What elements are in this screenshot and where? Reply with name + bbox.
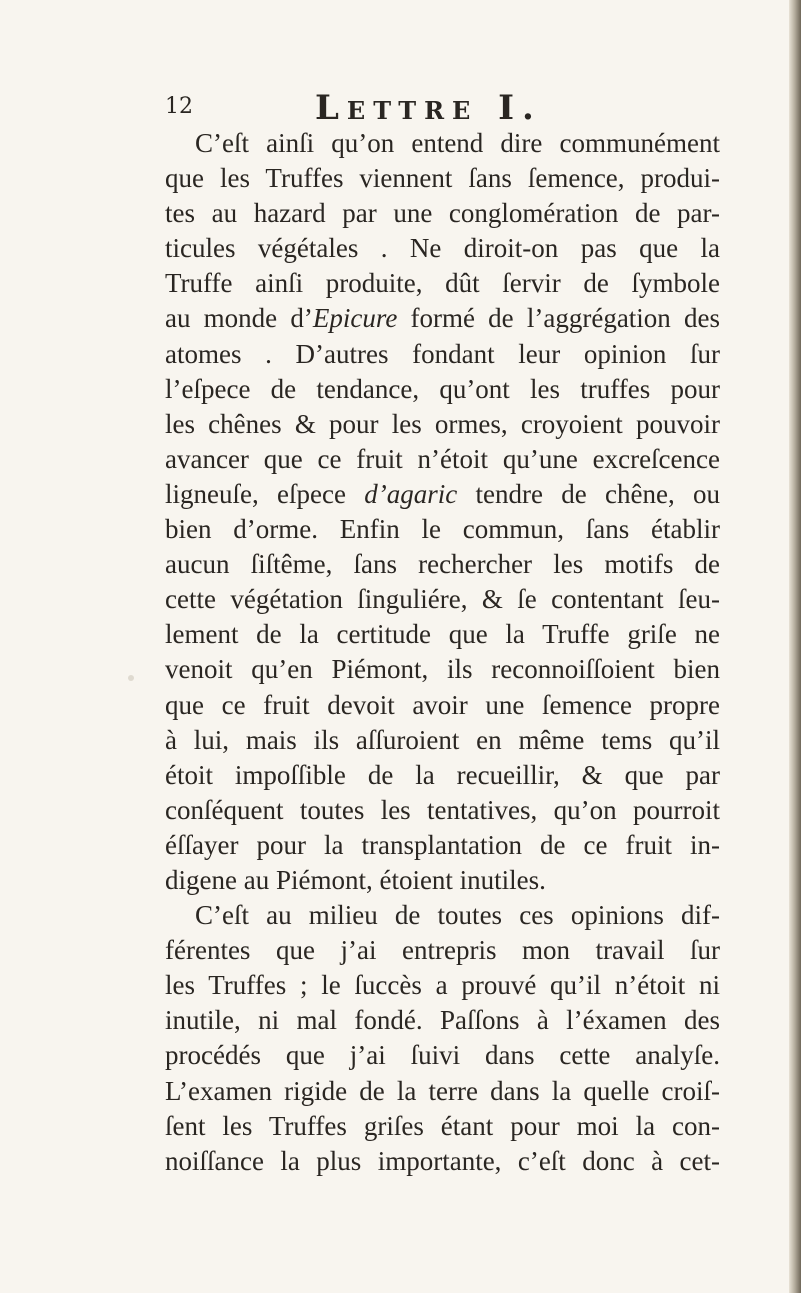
text-line: L’examen rigide de la terre dans la quelle croiſ- (165, 1075, 720, 1106)
page-number: 12 (165, 94, 193, 119)
text-line: C’eſt ainſi qu’on entend dire communément (195, 128, 720, 158)
running-title: Lettre I. (315, 88, 542, 128)
text-line: que ce fruit devoit avoir une ſemence propre (165, 689, 720, 720)
text-fragment: formé de l’aggrégation des (397, 303, 720, 334)
text-line: ſent les Truffes griſes étant pour moi la con- (165, 1110, 720, 1141)
text-line: l’eſpece de tendance, qu’ont les truffes pour (165, 373, 720, 404)
text-line: les chênes & pour les ormes, croyoient pouvoir (165, 408, 720, 439)
italic-word: d’agaric (364, 478, 458, 509)
text-line (165, 477, 720, 512)
text-line: venoit qu’en Piémont, ils reconnoiſſoient bien (165, 654, 720, 685)
text-line: avancer que ce fruit n’étoit qu’une excreſcence (165, 443, 720, 474)
text-fragment: tendre de chêne, ou (457, 478, 720, 509)
text-line: noiſſance la plus importante, c’eſt donc à cet- (165, 1145, 720, 1176)
text-line: Truffe ainſi produite, dût ſervir de ſymbole (165, 268, 720, 299)
text-line: tes au hazard par une conglomération de par- (165, 198, 720, 229)
text-line: conſéquent toutes les tentatives, qu’on pourroit (165, 794, 720, 825)
text-line: inutile, ni mal fondé. Paſſons à l’éxamen des (165, 1005, 720, 1036)
page-edge-shadow (789, 0, 801, 1293)
text-line: que les Truffes viennent ſans ſemence, produi- (165, 163, 720, 194)
text-line: bien d’orme. Enfin le commun, ſans établir (165, 514, 720, 545)
text-fragment: ligneuſe, eſpece (165, 478, 365, 509)
text-line: étoit impoſſible de la recueillir, & que par (165, 759, 720, 790)
text-line: férentes que j’ai entrepris mon travail ſur (165, 935, 720, 966)
text-line (165, 301, 720, 336)
italic-word: Epicure (312, 303, 398, 334)
text-line: procédés que j’ai ſuivi dans cette analyſe. (165, 1040, 720, 1071)
text-line: digene au Piémont, étoient inutiles. (165, 864, 546, 895)
page-header (165, 88, 725, 128)
text-line: cette végétation ſinguliére, & ſe contentant ſeu- (165, 584, 720, 615)
ink-smudge (128, 675, 134, 681)
text-line: ticules végétales . Ne diroit-on pas que la (165, 233, 720, 264)
text-line: éſſayer pour la transplantation de ce fruit in- (165, 829, 720, 860)
text-fragment: au monde d’ (165, 303, 313, 334)
text-line: atomes . D’autres fondant leur opinion ſur (165, 338, 720, 369)
text-line: C’eſt au milieu de toutes ces opinions dif- (195, 900, 720, 931)
body-text (165, 126, 720, 1179)
text-line: lement de la certitude que la Truffe griſe ne (165, 619, 720, 650)
text-line: aucun ſiſtême, ſans rechercher les motifs de (165, 549, 720, 580)
text-line: les Truffes ; le ſuccès a prouvé qu’il n’étoit ni (165, 970, 720, 1001)
text-line: à lui, mais ils aſſuroient en même tems qu’il (165, 724, 720, 755)
